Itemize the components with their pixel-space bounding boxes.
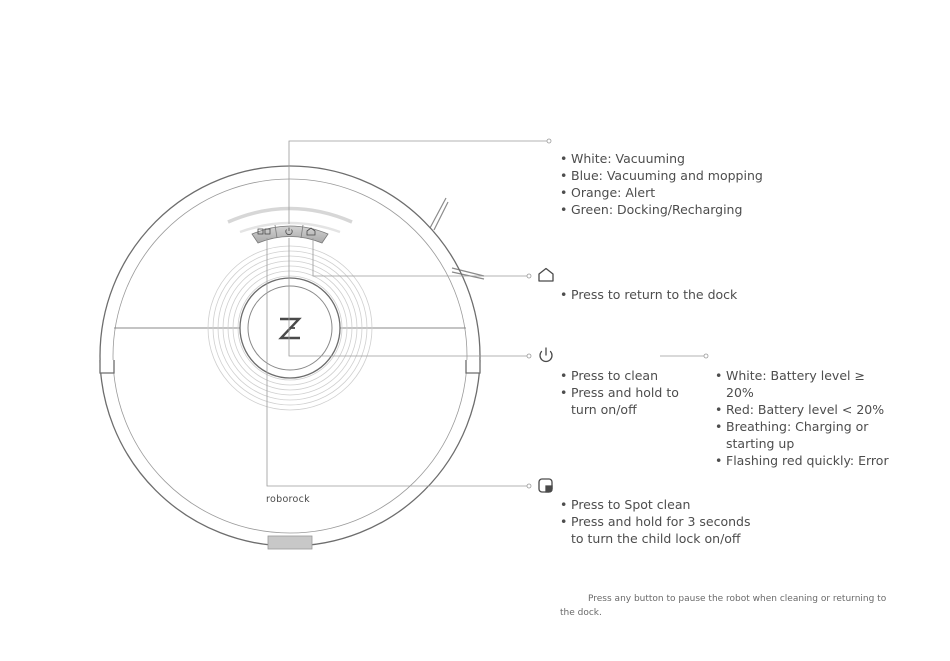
footnote: Press any button to pause the robot when cleaning or returning to the dock. <box>560 594 887 618</box>
list-item: • Red: Battery level < 20% <box>715 401 891 418</box>
list-item: • Orange: Alert <box>560 184 763 201</box>
list-item: • White: Vacuuming <box>560 150 763 167</box>
button-cluster <box>252 225 328 243</box>
list-item: • Press to return to the dock <box>560 286 737 303</box>
list-item: • Press and hold to turn on/off <box>560 384 690 418</box>
list-item: • Breathing: Charging or starting up <box>715 418 891 452</box>
home-icon <box>539 269 553 282</box>
list-item: • Press to Spot clean <box>560 496 760 513</box>
list-item: • Blue: Vacuuming and mopping <box>560 167 763 184</box>
power-icon <box>540 348 552 361</box>
dock-button-list <box>560 286 737 303</box>
power-light-list <box>715 367 891 469</box>
list-item: • Flashing red quickly: Error <box>715 452 891 469</box>
list-item: • Press and hold for 3 seconds to turn the child lock on/off <box>560 513 760 547</box>
side-brush <box>430 198 484 279</box>
status-light-list <box>560 150 763 218</box>
list-item: • White: Battery level ≥ 20% <box>715 367 891 401</box>
spot-button-list <box>560 496 760 547</box>
list-item: • Press to clean <box>560 367 690 384</box>
power-button-list <box>560 367 690 418</box>
list-item: • Green: Docking/Recharging <box>560 201 763 218</box>
brand-wordmark: roborock <box>266 494 310 505</box>
spot-clean-icon <box>539 479 552 492</box>
